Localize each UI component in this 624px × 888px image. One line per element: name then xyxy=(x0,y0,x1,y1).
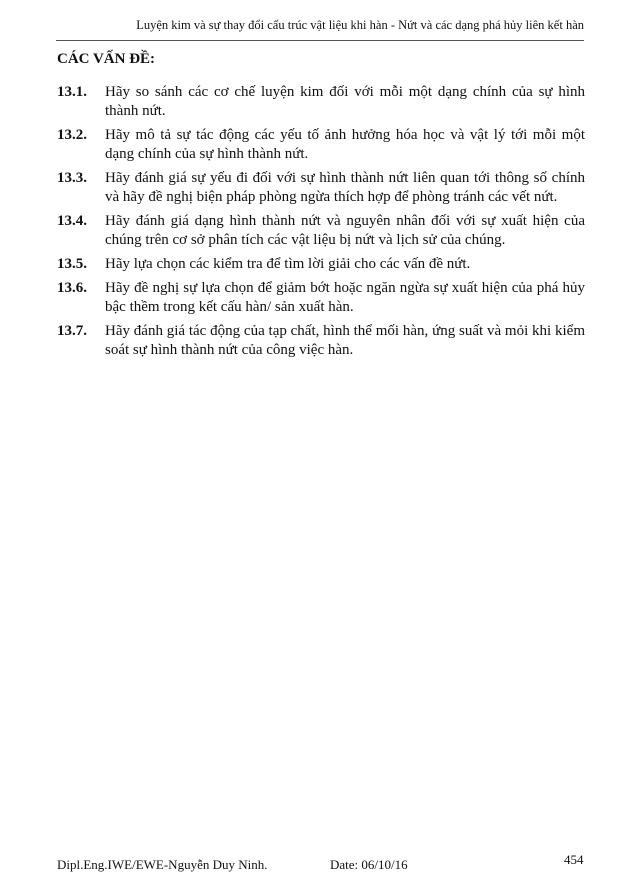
problem-item xyxy=(57,322,585,360)
problem-list xyxy=(57,83,585,365)
problem-text: Hãy đề nghị sự lựa chọn để giảm bớt hoặc ngăn ngừa sự xuất hiện của phá hủy bậc thềm trong kết cấu hàn/ sản xuất hàn. xyxy=(105,280,585,315)
problem-text: Hãy đánh giá dạng hình thành nứt và nguyên nhân đối với sự xuất hiện của chúng trên cơ sở phân tích các vật liệu bị nứt và lịch sử của chúng. xyxy=(105,213,585,248)
running-header: Luyện kim và sự thay đổi cấu trúc vật liệu khi hàn - Nứt và các dạng phá hủy liên kết hàn xyxy=(136,18,584,32)
problem-number: 13.7. xyxy=(57,323,87,339)
problem-item xyxy=(57,212,585,250)
problem-text: Hãy lựa chọn các kiểm tra để tìm lời giải cho các vấn đề nứt. xyxy=(105,256,471,272)
problem-number: 13.2. xyxy=(57,127,87,143)
problem-number: 13.1. xyxy=(57,84,87,100)
problem-number: 13.3. xyxy=(57,170,87,186)
header-divider xyxy=(56,40,584,41)
problem-item xyxy=(57,126,585,164)
problem-number: 13.5. xyxy=(57,256,87,272)
problem-text: Hãy mô tả sự tác động các yếu tố ảnh hưởng hóa học và vật lý tới mỗi một dạng chính của sự hình thành nứt. xyxy=(105,127,585,162)
problem-text: Hãy so sánh các cơ chế luyện kim đối với mỗi một dạng chính của sự hình thành nứt. xyxy=(105,84,585,119)
problem-item xyxy=(57,255,585,274)
problem-item xyxy=(57,83,585,121)
problem-item xyxy=(57,279,585,317)
problem-text: Hãy đánh giá tác động của tạp chất, hình thể mối hàn, ứng suất và mỏi khi kiểm soát sự hình thành nứt của công việc hàn. xyxy=(105,323,585,358)
footer-date: Date: 06/10/16 xyxy=(330,857,408,872)
problem-number: 13.4. xyxy=(57,213,87,229)
section-title: CÁC VẤN ĐỀ: xyxy=(57,51,156,67)
page-number: 454 xyxy=(564,852,584,867)
problem-item xyxy=(57,169,585,207)
problem-text: Hãy đánh giá sự yếu đi đối với sự hình thành nứt liên quan tới thông số chính và hãy đề nghị biện pháp phòng ngừa thích hợp để phòng tránh các vết nứt. xyxy=(105,170,585,205)
problem-number: 13.6. xyxy=(57,280,87,296)
footer-author: Dipl.Eng.IWE/EWE-Nguyễn Duy Ninh. xyxy=(57,857,268,872)
